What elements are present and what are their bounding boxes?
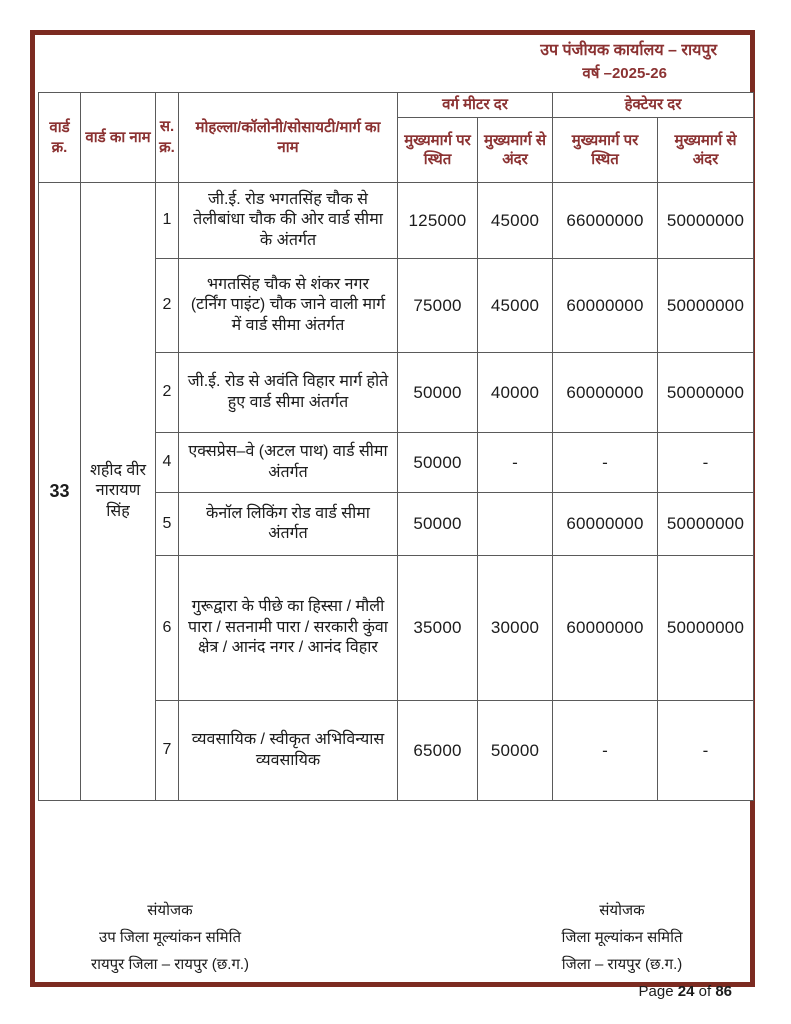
page-total: 86 <box>715 983 732 1000</box>
footer-left-title: संयोजक <box>147 902 193 919</box>
ward-number-cell: 33 <box>39 183 81 801</box>
year-header: वर्ष –2025-26 <box>582 65 667 82</box>
ha-inner-cell: 50000000 <box>658 183 754 259</box>
sqm-main-cell: 65000 <box>398 701 478 801</box>
locality-cell: व्यवसायिक / स्वीकृत अभिविन्यास व्यवसायिक <box>179 701 398 801</box>
page-current: 24 <box>677 983 695 1000</box>
serial-cell: 5 <box>156 493 179 556</box>
serial-cell: 2 <box>156 259 179 353</box>
serial-cell: 4 <box>156 433 179 493</box>
col-header-ha-inside: मुख्यमार्ग से अंदर <box>658 118 754 183</box>
serial-cell: 1 <box>156 183 179 259</box>
ha-inner-cell: 50000000 <box>658 493 754 556</box>
locality-cell: गुरूद्वारा के पीछे का हिस्सा / मौली पारा / सतनामी पारा / सरकारी कुंवा क्षेत्र / आनंद नगर / आनंद विहार <box>179 556 398 701</box>
col-header-sqm-rate: वर्ग मीटर दर <box>398 93 553 118</box>
locality-cell: जी.ई. रोड भगतसिंह चौक से तेलीबांधा चौक की ओर वार्ड सीमा के अंतर्गत <box>179 183 398 259</box>
col-header-ward-name: वार्ड का नाम <box>81 93 156 183</box>
sqm-main-cell: 50000 <box>398 433 478 493</box>
locality-cell: केनॉल लिकिंग रोड वार्ड सीमा अंतर्गत <box>179 493 398 556</box>
footer-right-signatory <box>512 897 732 1005</box>
col-header-sqm-inside: मुख्यमार्ग से अंदर <box>478 118 553 183</box>
col-header-ha-on-main: मुख्यमार्ग पर स्थित <box>553 118 658 183</box>
col-header-locality: मोहल्ला/कॉलोनी/सोसायटी/मार्ग का नाम <box>179 93 398 183</box>
sqm-main-cell: 50000 <box>398 493 478 556</box>
footer-right-committee: जिला मूल्यांकन समिति <box>561 929 683 946</box>
sqm-inner-cell: 45000 <box>478 183 553 259</box>
sqm-inner-cell: 40000 <box>478 353 553 433</box>
rate-table <box>38 92 754 801</box>
ha-main-cell: 60000000 <box>553 353 658 433</box>
table-row <box>39 183 754 259</box>
ha-inner-cell: - <box>658 701 754 801</box>
col-header-serial: स.क्र. <box>156 93 179 183</box>
serial-cell: 2 <box>156 353 179 433</box>
sqm-main-cell: 125000 <box>398 183 478 259</box>
footer-right-district: जिला – रायपुर (छ.ग.) <box>561 956 683 973</box>
col-header-hectare-rate: हेक्टेयर दर <box>553 93 754 118</box>
serial-cell: 7 <box>156 701 179 801</box>
footer-left-committee: उप जिला मूल्यांकन समिति <box>99 929 241 946</box>
footer-left-district: रायपुर जिला – रायपुर (छ.ग.) <box>90 956 250 973</box>
ha-main-cell: 60000000 <box>553 493 658 556</box>
locality-cell: भगतसिंह चौक से शंकर नगर (टर्निंग पाइंट) चौक जाने वाली मार्ग में वार्ड सीमा अंतर्गत <box>179 259 398 353</box>
ha-inner-cell: 50000000 <box>658 353 754 433</box>
page-number <box>512 978 732 1005</box>
page-of-label: of <box>698 983 712 1000</box>
locality-cell: एक्सप्रेस–वे (अटल पाथ) वार्ड सीमा अंतर्गत <box>179 433 398 493</box>
serial-cell: 6 <box>156 556 179 701</box>
sqm-main-cell: 75000 <box>398 259 478 353</box>
footer-left-signatory <box>55 897 285 978</box>
locality-cell: जी.ई. रोड से अवंति विहार मार्ग होते हुए वार्ड सीमा अंतर्गत <box>179 353 398 433</box>
sqm-main-cell: 35000 <box>398 556 478 701</box>
ha-main-cell: - <box>553 433 658 493</box>
ha-main-cell: 60000000 <box>553 556 658 701</box>
sqm-inner-cell: 50000 <box>478 701 553 801</box>
sqm-inner-cell: 45000 <box>478 259 553 353</box>
sqm-inner-cell <box>478 493 553 556</box>
ha-main-cell: 60000000 <box>553 259 658 353</box>
sqm-inner-cell: - <box>478 433 553 493</box>
page-label: Page <box>638 983 674 1000</box>
ha-inner-cell: 50000000 <box>658 259 754 353</box>
ha-main-cell: - <box>553 701 658 801</box>
col-header-ward-no: वार्ड क्र. <box>39 93 81 183</box>
col-header-sqm-on-main: मुख्यमार्ग पर स्थित <box>398 118 478 183</box>
sqm-inner-cell: 30000 <box>478 556 553 701</box>
office-header: उप पंजीयक कार्यालय – रायपुर <box>540 42 717 59</box>
sqm-main-cell: 50000 <box>398 353 478 433</box>
ward-name-cell: शहीद वीर नारायण सिंह <box>81 183 156 801</box>
footer-right-title: संयोजक <box>599 902 645 919</box>
ha-inner-cell: - <box>658 433 754 493</box>
ha-main-cell: 66000000 <box>553 183 658 259</box>
ha-inner-cell: 50000000 <box>658 556 754 701</box>
